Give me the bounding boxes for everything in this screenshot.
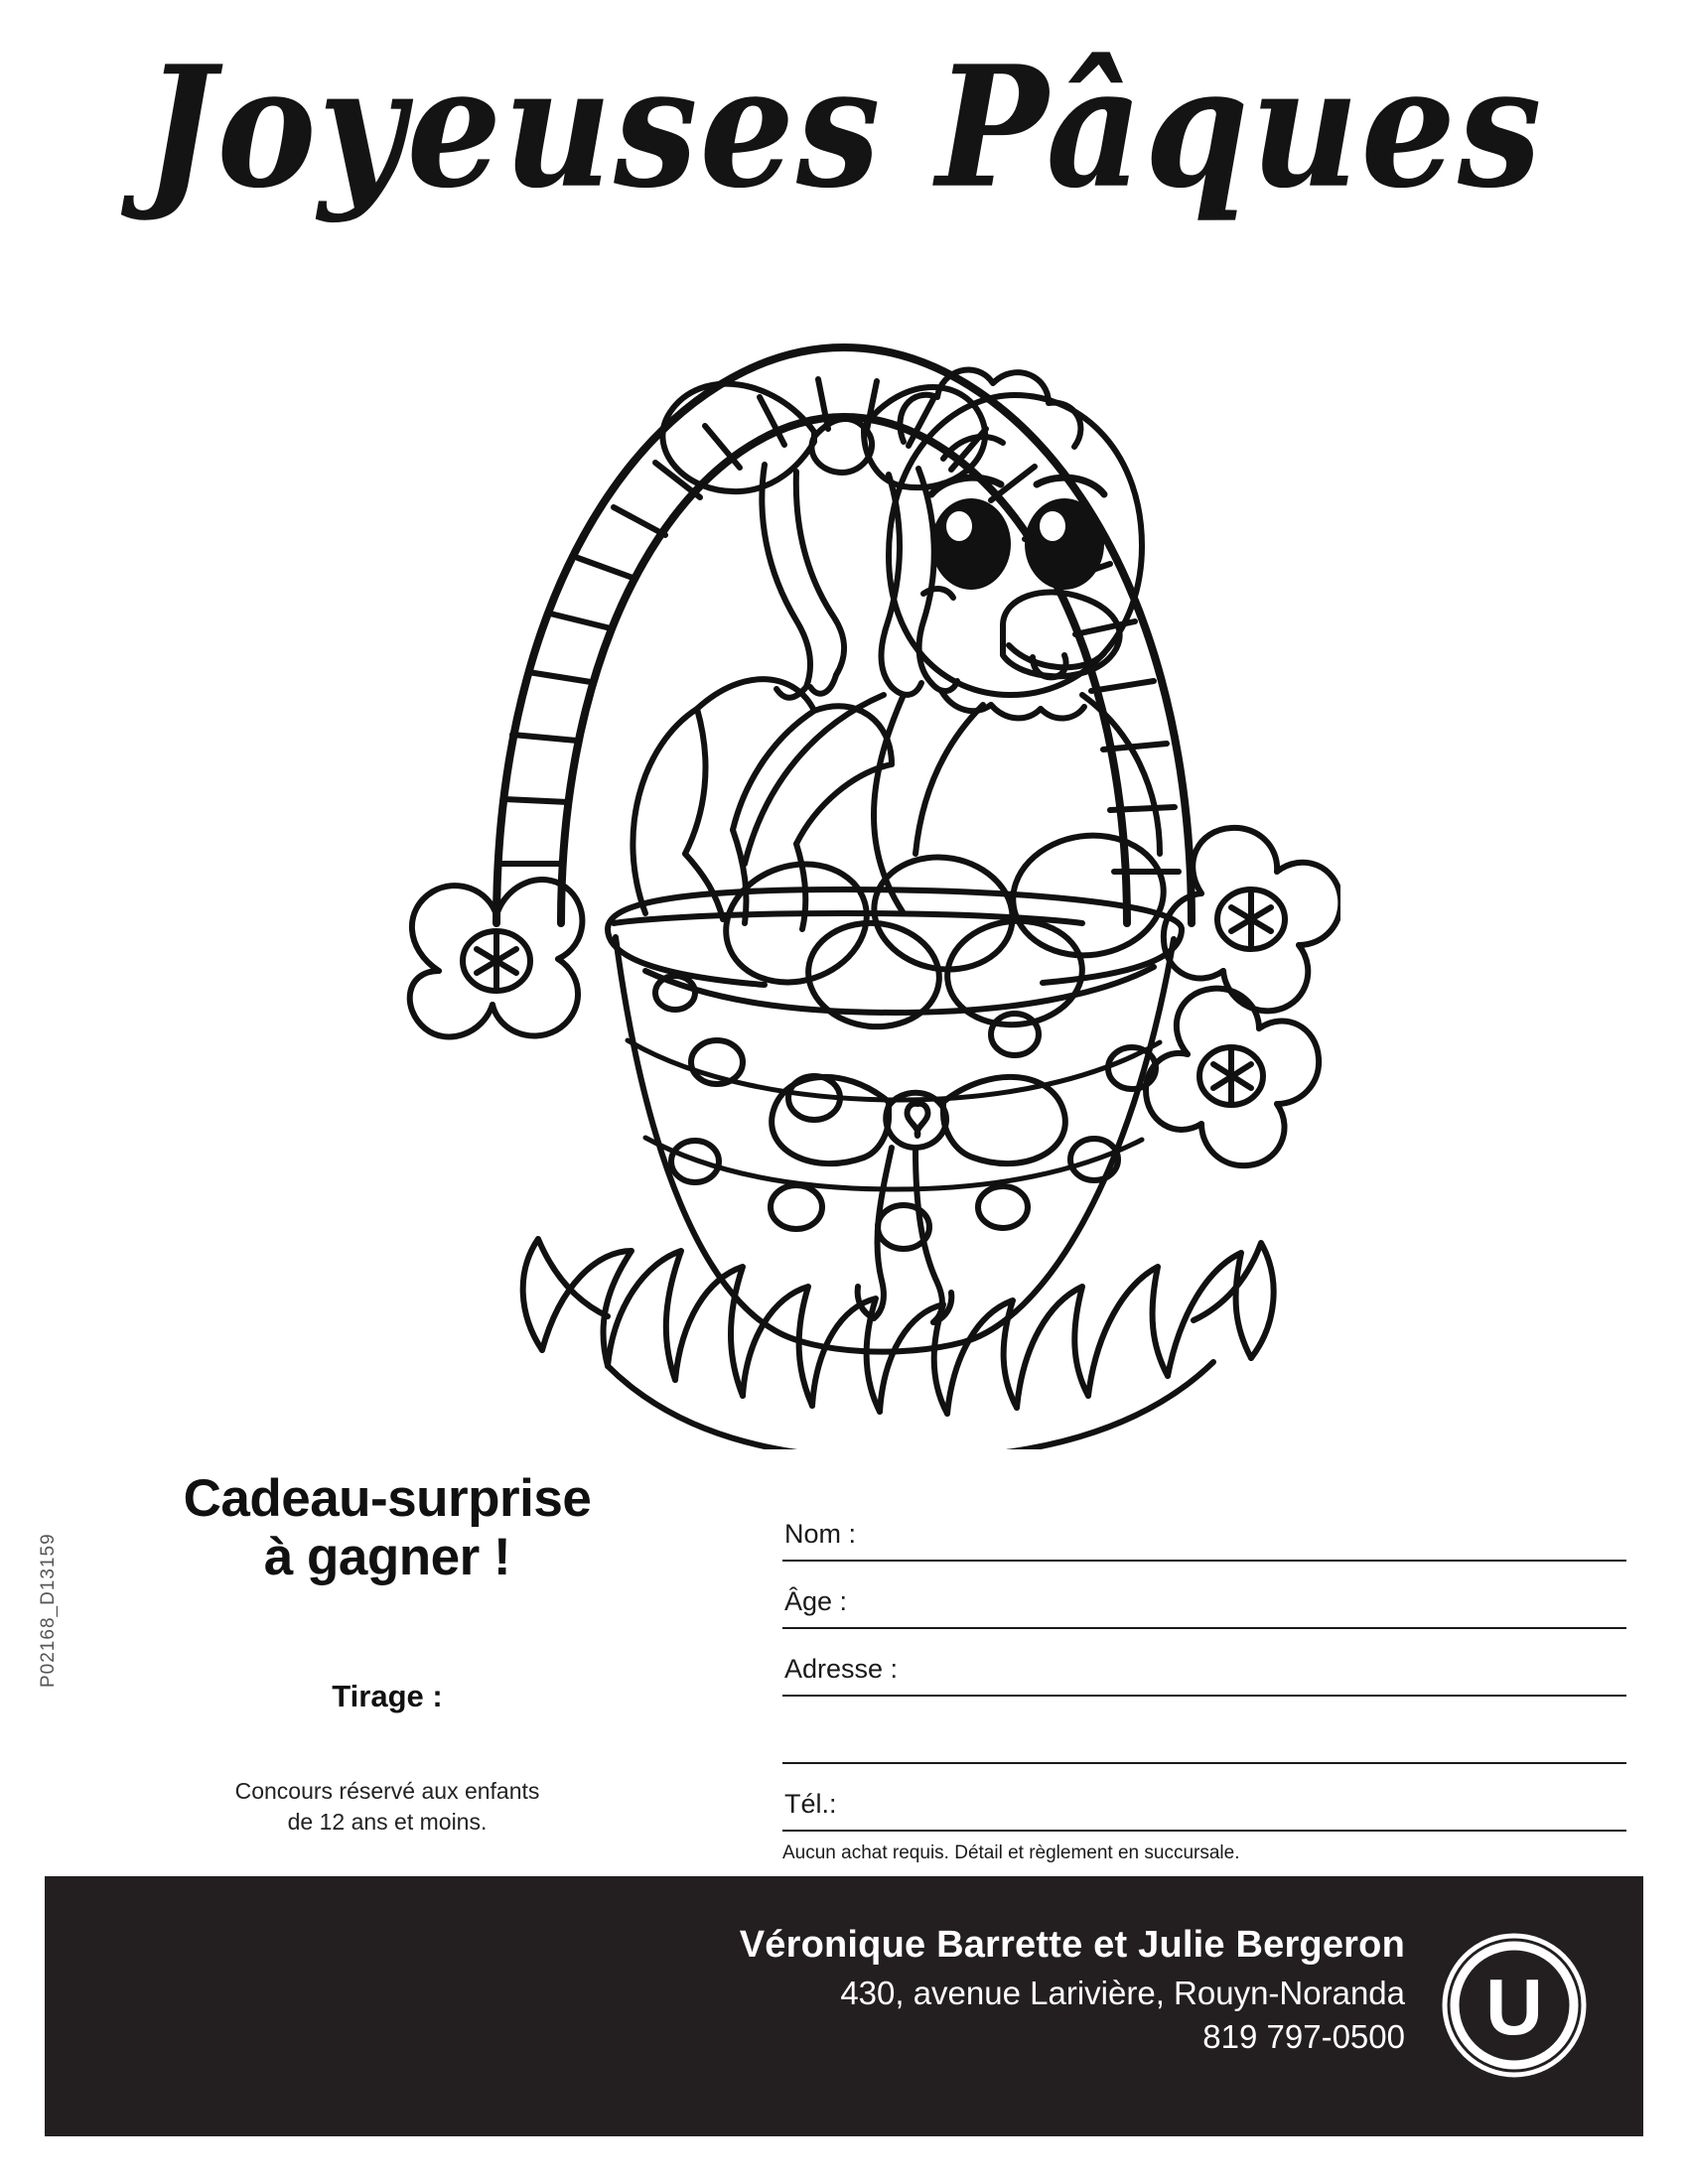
footer-contact (740, 1924, 1405, 2056)
draw-label: Tirage : (332, 1678, 443, 1713)
promo-headline-line1: Cadeau-surprise (183, 1469, 592, 1528)
contest-restriction-line1: Concours réservé aux enfants (234, 1777, 540, 1804)
contest-restriction (109, 1776, 665, 1838)
form-label-name: Nom : (784, 1519, 857, 1549)
footer-address: 430, avenue Larivière, Rouyn-Noranda (840, 1975, 1405, 2011)
page-title: Joyeuses Pâques (144, 30, 1544, 226)
footer-phone: 819 797-0500 (1202, 2018, 1405, 2055)
footer-bar (45, 1876, 1643, 2136)
uniprix-logo (1440, 1931, 1589, 2080)
reference-code: P02168_D13159 (38, 1533, 59, 1688)
promo-block (109, 1469, 665, 1838)
form-label-phone: Tél.: (784, 1789, 837, 1819)
form-label-age: Âge : (784, 1586, 848, 1616)
form-label-address: Adresse : (784, 1654, 899, 1684)
form-legal-note: Aucun achat requis. Détail et règlement en succursale. (782, 1843, 1240, 1863)
logo-letter: U (1485, 1963, 1543, 2051)
form-field-address-line2[interactable] (782, 1697, 1626, 1764)
form-field-name[interactable] (782, 1494, 1626, 1562)
form-field-age[interactable] (782, 1562, 1626, 1629)
footer-owners: Véronique Barrette et Julie Bergeron (739, 1924, 1405, 1966)
form-field-address[interactable] (782, 1629, 1626, 1697)
promo-headline (109, 1469, 665, 1587)
easter-basket-illustration (348, 228, 1340, 1449)
promo-headline-line2: à gagner ! (263, 1528, 511, 1587)
form-field-phone[interactable] (782, 1764, 1626, 1832)
contest-restriction-line2: de 12 ans et moins. (287, 1808, 488, 1835)
entry-form[interactable] (782, 1494, 1626, 1864)
